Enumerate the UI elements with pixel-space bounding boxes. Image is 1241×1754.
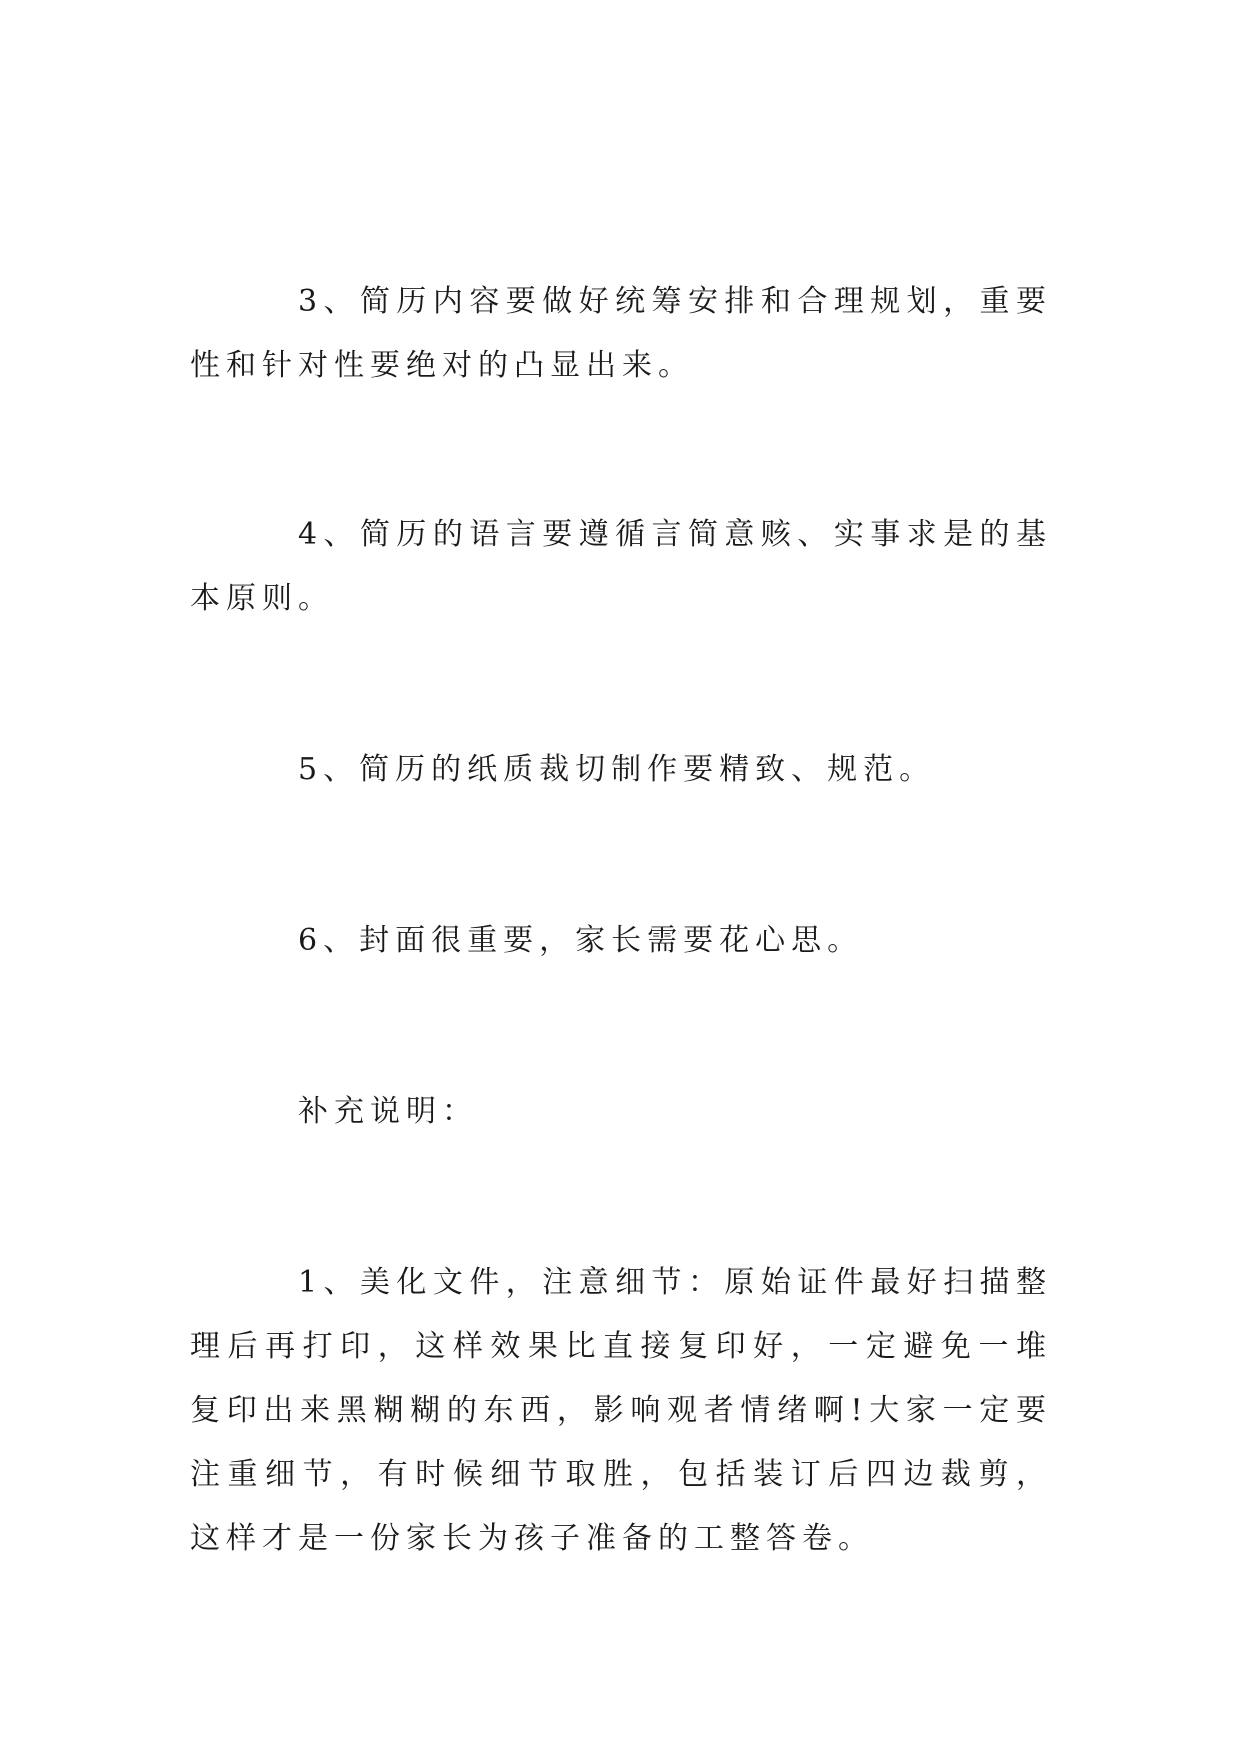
supplement-heading: 补充说明： <box>298 1094 478 1129</box>
supplement-item-1: 1、美化文件，注意细节：原始证件最好扫描整理后再打印，这样效果比直接复印好，一定避免一堆复印出来黑糊糊的东西，影响观者情绪啊!大家一定要注重细节，有时候细节取胜，包括装订后四边裁剪，这样才是一份家长为孩子准备的工整答卷。 <box>190 1265 1052 1556</box>
paragraph-item-5: 5、简历的纸质裁切制作要精致、规范。 <box>298 752 936 787</box>
paragraph-item-3: 3、简历内容要做好统筹安排和合理规划，重要性和针对性要绝对的凸显出来。 <box>190 284 1052 383</box>
paragraph-item-6: 6、封面很重要，家长需要花心思。 <box>298 923 864 958</box>
paragraph-item-4: 4、简历的语言要遵循言简意赅、实事求是的基本原则。 <box>190 517 1052 616</box>
